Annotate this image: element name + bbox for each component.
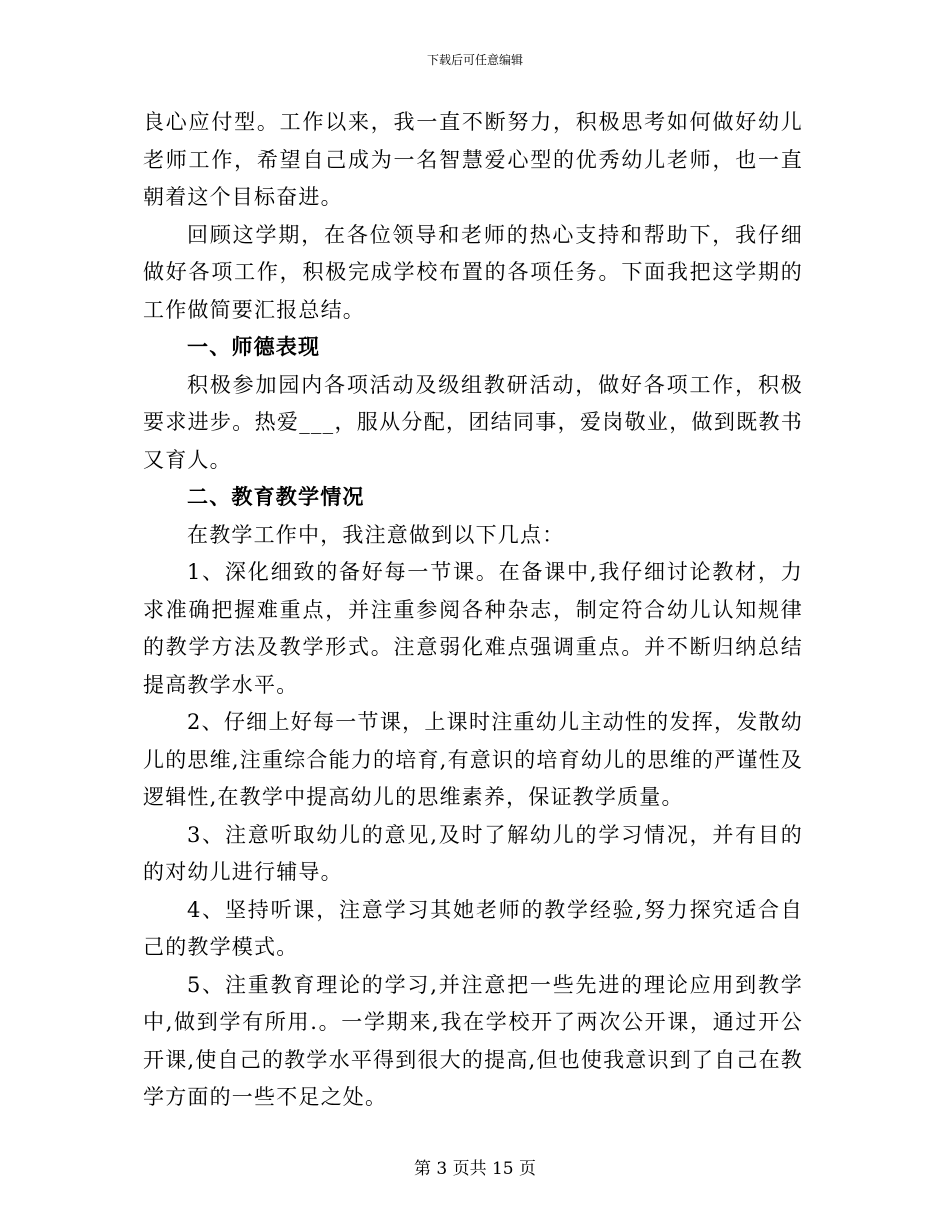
paragraph-ethics: 积极参加园内各项活动及级组教研活动，做好各项工作，积极要求进步。热爱___，服从分配，团结同事，爱岗敬业，做到既教书又育人。: [143, 372, 803, 472]
paragraph-teaching-intro: 在教学工作中，我注意做到以下几点：: [187, 522, 565, 547]
list-item-1: 1、深化细致的备好每一节课。在备课中,我仔细讨论教材，力求准确把握难重点，并注重参阅各种杂志，制定符合幼儿认知规律的教学方法及教学形式。注意弱化难点强调重点。并不断归纳总结提高教学水平。: [143, 560, 803, 697]
section-heading-ethics: 一、师德表现: [187, 335, 321, 359]
page-footer: 第 3 页共 15 页: [413, 1159, 537, 1179]
list-item-4: 4、坚持听课，注意学习其她老师的教学经验,努力探究适合自己的教学模式。: [143, 897, 803, 959]
paragraph-continuation: 良心应付型。工作以来，我一直不断努力，积极思考如何做好幼儿老师工作，希望自己成为一名智慧爱心型的优秀幼儿老师，也一直朝着这个目标奋进。: [143, 110, 803, 209]
page-header: 下载后可任意编辑: [426, 53, 523, 67]
list-item-5: 5、注重教育理论的学习,并注意把一些先进的理论应用到教学中,做到学有所用.。一学期来,我在学校开了两次公开课，通过开公开课,使自己的教学水平得到很大的提高,但也使我意识到了自己在教学方面的一些不足之处。: [143, 972, 803, 1109]
document-body: [143, 104, 803, 1117]
section-heading-teaching: 二、教育教学情况: [187, 485, 365, 509]
paragraph-review: 回顾这学期，在各位领导和老师的热心支持和帮助下，我仔细做好各项工作，积极完成学校布置的各项任务。下面我把这学期的工作做简要汇报总结。: [143, 222, 803, 322]
list-item-2: 2、仔细上好每一节课，上课时注重幼儿主动性的发挥，发散幼儿的思维,注重综合能力的培育,有意识的培育幼儿的思维的严谨性及逻辑性,在教学中提高幼儿的思维素养，保证教学质量。: [143, 710, 803, 809]
list-item-3: 3、注意听取幼儿的意见,及时了解幼儿的学习情况，并有目的的对幼儿进行辅导。: [143, 822, 803, 884]
